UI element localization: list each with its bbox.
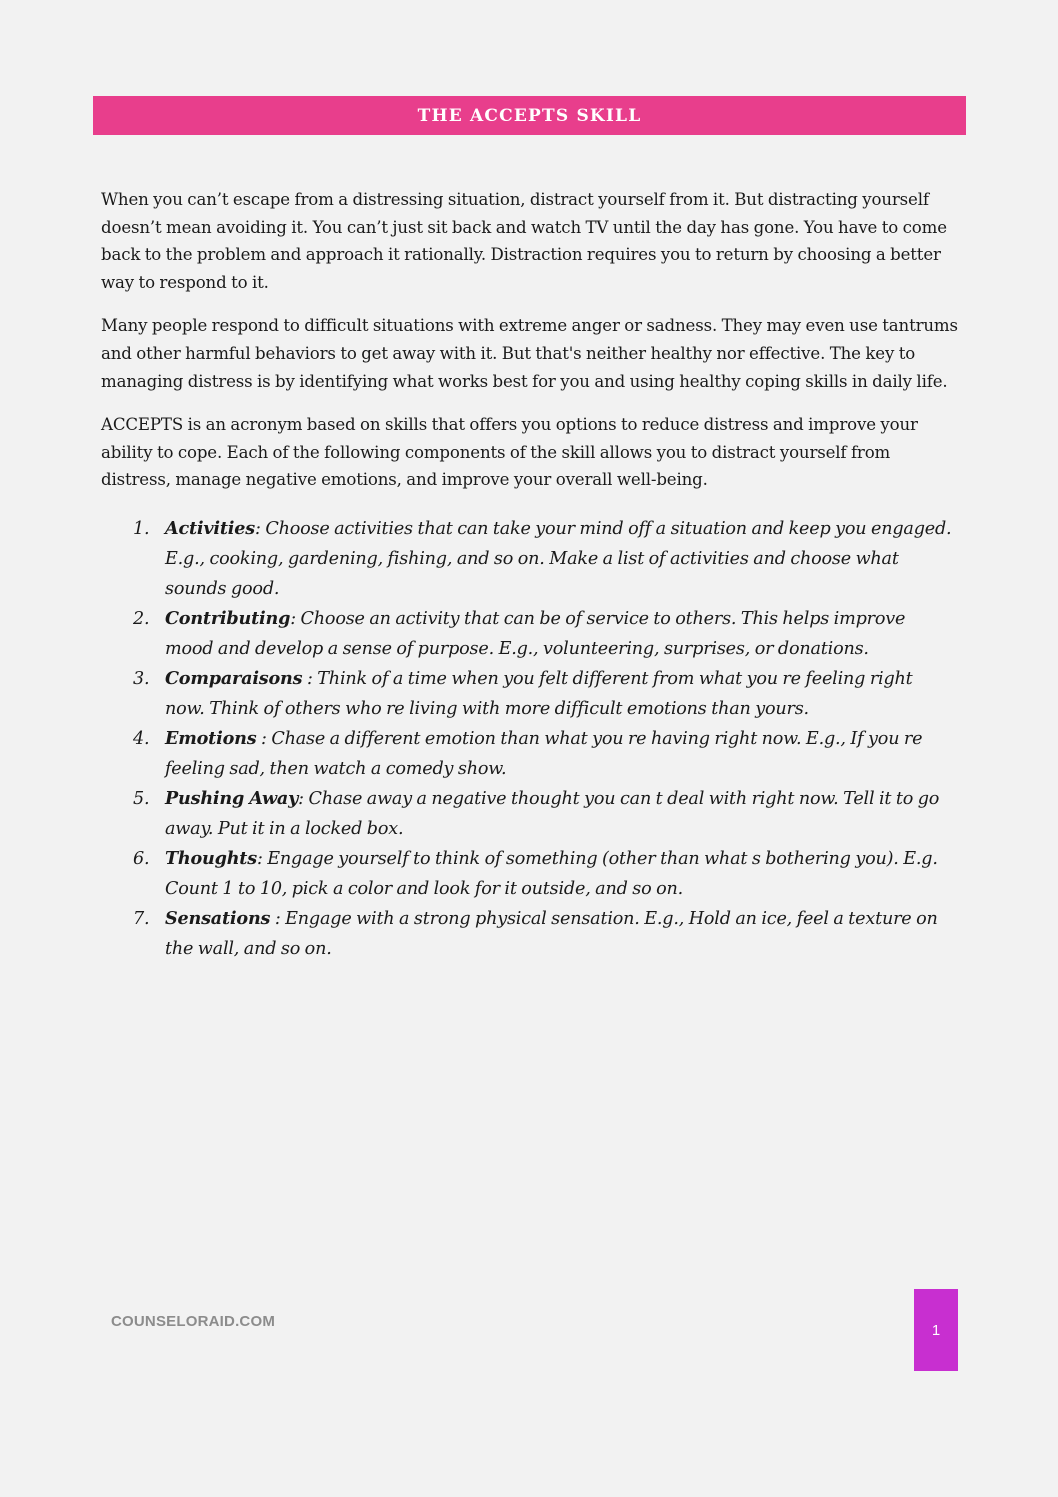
list-item-body <box>165 904 961 964</box>
list-term: Contributing <box>165 607 291 629</box>
list-number: 7. <box>133 908 150 929</box>
accepts-list <box>101 514 961 964</box>
list-term: Emotions <box>165 727 257 749</box>
list-item-comparaisons <box>101 664 961 724</box>
context-paragraph: Many people respond to difficult situations with extreme anger or sadness. They may even use tantrums and other harmful behaviors to get away with it. But that's neither healthy nor effective. The key to managing distress is by identifying what works best for you and using healthy coping skills in daily life. <box>101 316 958 391</box>
list-item-body <box>165 724 961 784</box>
intro-paragraph: When you can’t escape from a distressing situation, distract yourself from it. But distracting yourself doesn’t mean avoiding it. You can’t just sit back and watch TV until the day has gone. You have to come back to the problem and approach it rationally. Distraction requires you to return by choosing a better way to respond to it. <box>101 190 947 292</box>
list-description: : Engage yourself to think of something (other than what s bothering you). E.g. Count 1 to 10, pick a color and look for it outside, and so on. <box>165 848 938 899</box>
list-number: 4. <box>133 728 150 749</box>
list-number: 2. <box>133 608 150 629</box>
list-description: : Chase a different emotion than what you re having right now. E.g., If you re feeling sad, then watch a comedy show. <box>165 728 923 779</box>
list-term: Activities <box>165 517 255 539</box>
list-description: : Choose activities that can take your mind off a situation and keep you engaged. E.g., cooking, gardening, fishing, and so on. Make a list of activities and choose what sounds good. <box>165 518 952 599</box>
list-description: : Choose an activity that can be of service to others. This helps improve mood and develop a sense of purpose. E.g., volunteering, surprises, or donations. <box>165 608 906 659</box>
list-item-emotions <box>101 724 961 784</box>
list-term: Thoughts <box>165 847 257 869</box>
list-number: 1. <box>133 518 150 539</box>
list-item-body <box>165 784 961 844</box>
title-bar <box>93 96 966 135</box>
list-item-sensations <box>101 904 961 964</box>
list-number: 3. <box>133 668 150 689</box>
list-description: : Engage with a strong physical sensation. E.g., Hold an ice, feel a texture on the wall, and so on. <box>165 908 938 959</box>
page-title: THE ACCEPTS SKILL <box>417 105 642 126</box>
footer-site-name: COUNSELORAID.COM <box>111 1313 276 1330</box>
page-number-box <box>914 1289 958 1371</box>
list-item-body <box>165 844 961 904</box>
list-term: Pushing Away <box>165 787 299 809</box>
list-term: Sensations <box>165 907 271 929</box>
acronym-paragraph: ACCEPTS is an acronym based on skills that offers you options to reduce distress and improve your ability to cope. Each of the following components of the skill allows you to distract yourself from distress, manage negative emotions, and improve your overall well-being. <box>101 415 918 490</box>
list-item-pushing-away <box>101 784 961 844</box>
list-term: Comparaisons <box>165 667 303 689</box>
list-item-body <box>165 604 961 664</box>
list-number: 5. <box>133 788 150 809</box>
page-number: 1 <box>931 1321 941 1339</box>
list-item-activities <box>101 514 961 604</box>
document-body <box>101 186 961 964</box>
list-item-contributing <box>101 604 961 664</box>
list-description: : Chase away a negative thought you can t deal with right now. Tell it to go away. Put it in a locked box. <box>165 788 940 839</box>
list-number: 6. <box>133 848 150 869</box>
list-item-thoughts <box>101 844 961 904</box>
list-description: : Think of a time when you felt different from what you re feeling right now. Think of others who re living with more difficult emotions than yours. <box>165 668 913 719</box>
list-item-body <box>165 514 961 604</box>
list-item-body <box>165 664 961 724</box>
